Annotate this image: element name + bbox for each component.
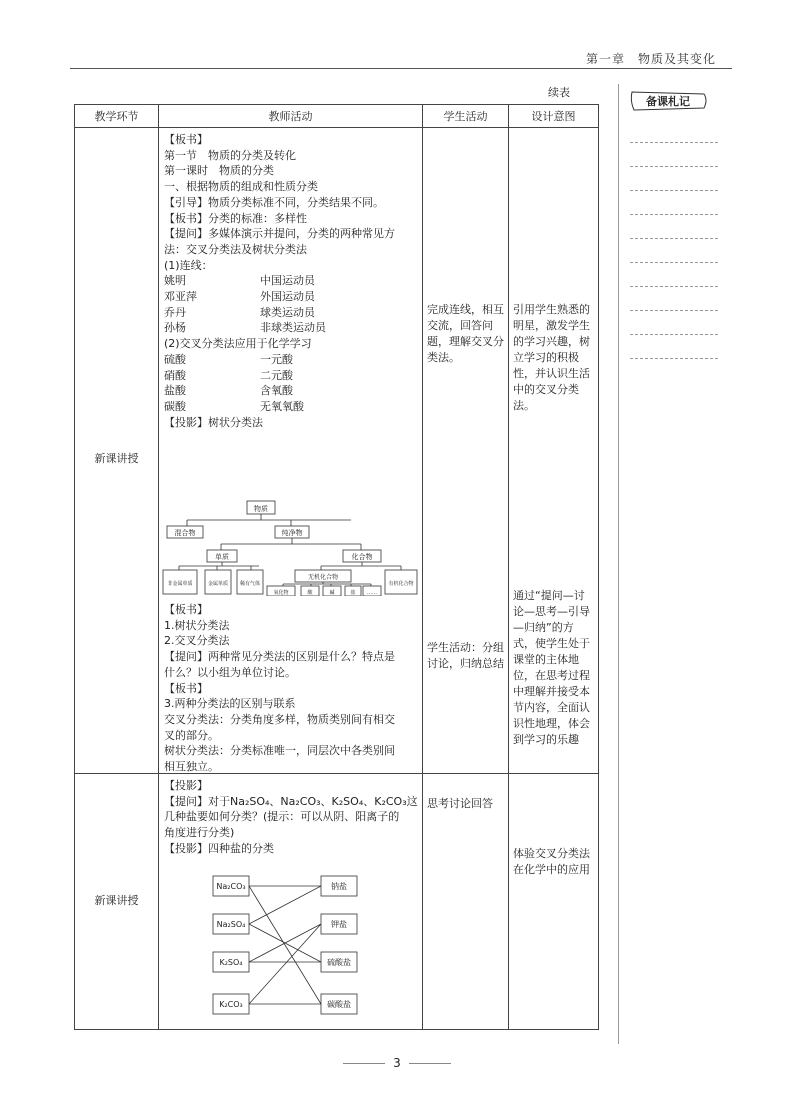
- text-line: 什么？以小组为单位讨论。: [164, 665, 296, 679]
- note-line: [630, 142, 718, 143]
- header-stage: 教学环节: [75, 105, 159, 128]
- text-line: 交叉分类法：分类角度多样，物质类别间有相交: [164, 712, 395, 726]
- tree-root: 物质: [254, 505, 268, 513]
- table-row: [75, 774, 599, 1030]
- header-teacher: 教师活动: [159, 105, 423, 128]
- salt-0: Na₂CO₃: [216, 882, 246, 891]
- text-line: 1.树状分类法: [164, 618, 230, 632]
- text-line: 【板书】: [164, 603, 208, 616]
- text-line: 【板书】: [164, 681, 208, 695]
- text-line: (1)连线：: [164, 258, 213, 272]
- text-line: 一、根据物质的组成和性质分类: [164, 180, 318, 194]
- match-row: 孙杨 非球类运动员: [164, 321, 326, 335]
- text-line: 【板书】分类的标准：多样性: [164, 211, 307, 225]
- design-intent: 体验交叉分类法在化学中的应用: [513, 847, 590, 876]
- match-row: 姚明 中国运动员: [164, 274, 315, 288]
- tree-pure: 纯净物: [281, 529, 303, 537]
- stage-label: 新课讲授: [94, 894, 139, 907]
- salt-1: Na₂SO₄: [216, 920, 246, 929]
- tree-mixture: 混合物: [174, 529, 196, 537]
- notes-title: 备课札记: [646, 95, 690, 108]
- salt-type-2: 硫酸盐: [327, 958, 351, 967]
- salt-type-0: 钠盐: [331, 882, 347, 891]
- match-row: 乔丹 球类运动员: [164, 305, 315, 319]
- text-line: 【板书】: [164, 133, 208, 146]
- text-line: 第一节 物质的分类及转化: [164, 148, 296, 162]
- text-line: 【提问】对于Na₂SO₄、Na₂CO₃、K₂SO₄、K₂CO₃这: [164, 794, 418, 808]
- student-activity: 思考讨论回答: [427, 797, 493, 810]
- header-student: 学生活动: [423, 105, 509, 128]
- note-line: [630, 214, 718, 215]
- salt-cross-diagram: [209, 870, 379, 1026]
- note-line: [630, 166, 718, 167]
- text-line: 3.两种分类法的区别与联系: [164, 697, 296, 711]
- text-line: 角度进行分类): [164, 826, 235, 840]
- page-number: 3: [0, 1056, 794, 1070]
- match-row: 硫酸 一元酸: [164, 352, 293, 366]
- tree-inorg-2: 碱: [329, 590, 335, 596]
- match-row: 盐酸 含氧酸: [164, 384, 293, 398]
- student-activity-2: 学生活动：分组讨论，归纳总结: [427, 641, 504, 670]
- text-line: 【投影】树状分类法: [164, 415, 263, 429]
- student-activity-1: 完成连线，相互交流，回答问题，理解交叉分类法。: [427, 303, 504, 364]
- table-row: [75, 128, 599, 774]
- tree-element-1: 金属单质: [207, 581, 229, 587]
- continued-label: 续表: [548, 86, 570, 99]
- notes-logo: [628, 88, 710, 114]
- tree-inorg-0: 氧化物: [273, 590, 289, 596]
- text-line: 【提问】多媒体演示并提问，分类的两种常见方: [164, 227, 395, 241]
- tree-element-0: 非金属单质: [167, 581, 193, 587]
- text-line: 【投影】: [164, 779, 208, 792]
- tree-inorganic: 无机化合物: [307, 574, 339, 581]
- design-intent-2: 通过“提问—讨论—思考—引导—归纳”的方式，使学生处于课堂的主体地位，在思考过程中理解并接受本节内容，全面认识性地理，体会到学习的乐趣: [513, 589, 590, 746]
- tree-inorg-1: 酸: [307, 590, 313, 596]
- tree-inorg-3: 盐: [350, 590, 356, 596]
- design-intent-1: 引用学生熟悉的明星，激发学生的学习兴趣，树立学习的积极性，并认识生活中的交叉分类法。: [513, 303, 590, 412]
- header-intent: 设计意图: [509, 105, 599, 128]
- text-line: 法：交叉分类法及树状分类法: [164, 242, 307, 256]
- salt-3: K₂CO₃: [219, 1000, 243, 1009]
- tree-organic: 有机化合物: [388, 581, 414, 587]
- text-line: 几种盐要如何分类？(提示：可以从阴、阳离子的: [164, 810, 400, 824]
- match-row: 碳酸 无氧氧酸: [164, 399, 304, 413]
- note-line: [630, 190, 718, 191]
- tree-element-2: 稀有气体: [239, 581, 261, 587]
- text-line: 2.交叉分类法: [164, 634, 230, 648]
- chapter-title: 第一章 物质及其变化: [585, 52, 716, 66]
- match-row: 硝酸 二元酸: [164, 368, 293, 382]
- text-line: 【投影】四种盐的分类: [164, 841, 274, 855]
- tree-diagram: [161, 498, 419, 596]
- lesson-table: [74, 104, 599, 1030]
- note-line: [630, 262, 718, 263]
- header-rule: [70, 68, 732, 69]
- note-line: [630, 358, 718, 359]
- note-line: [630, 238, 718, 239]
- note-line: [630, 334, 718, 335]
- text-line: 第一课时 物质的分类: [164, 164, 274, 178]
- salt-2: K₂SO₄: [219, 958, 243, 967]
- tree-element: 单质: [215, 553, 229, 561]
- text-line: 树状分类法：分类标准唯一，同层次中各类别间: [164, 744, 395, 758]
- salt-type-1: 钾盐: [331, 920, 347, 929]
- sidebar-divider: [618, 84, 619, 1044]
- text-line: 相互独立。: [164, 760, 219, 774]
- note-line: [630, 310, 718, 311]
- note-line: [630, 286, 718, 287]
- stage-label: 新课讲授: [94, 452, 139, 465]
- tree-compound: 化合物: [351, 553, 373, 561]
- tree-inorg-4: ……: [367, 590, 377, 596]
- match-row: 邓亚萍 外国运动员: [164, 290, 315, 304]
- text-line: 【引导】物质分类标准不同，分类结果不同。: [164, 195, 384, 209]
- table-header-row: [75, 105, 599, 128]
- text-line: 【提问】两种常见分类法的区别是什么？特点是: [164, 650, 395, 664]
- salt-type-3: 碳酸盐: [327, 1000, 351, 1009]
- text-line: 叉的部分。: [164, 728, 219, 742]
- text-line: (2)交叉分类法应用于化学学习: [164, 337, 312, 351]
